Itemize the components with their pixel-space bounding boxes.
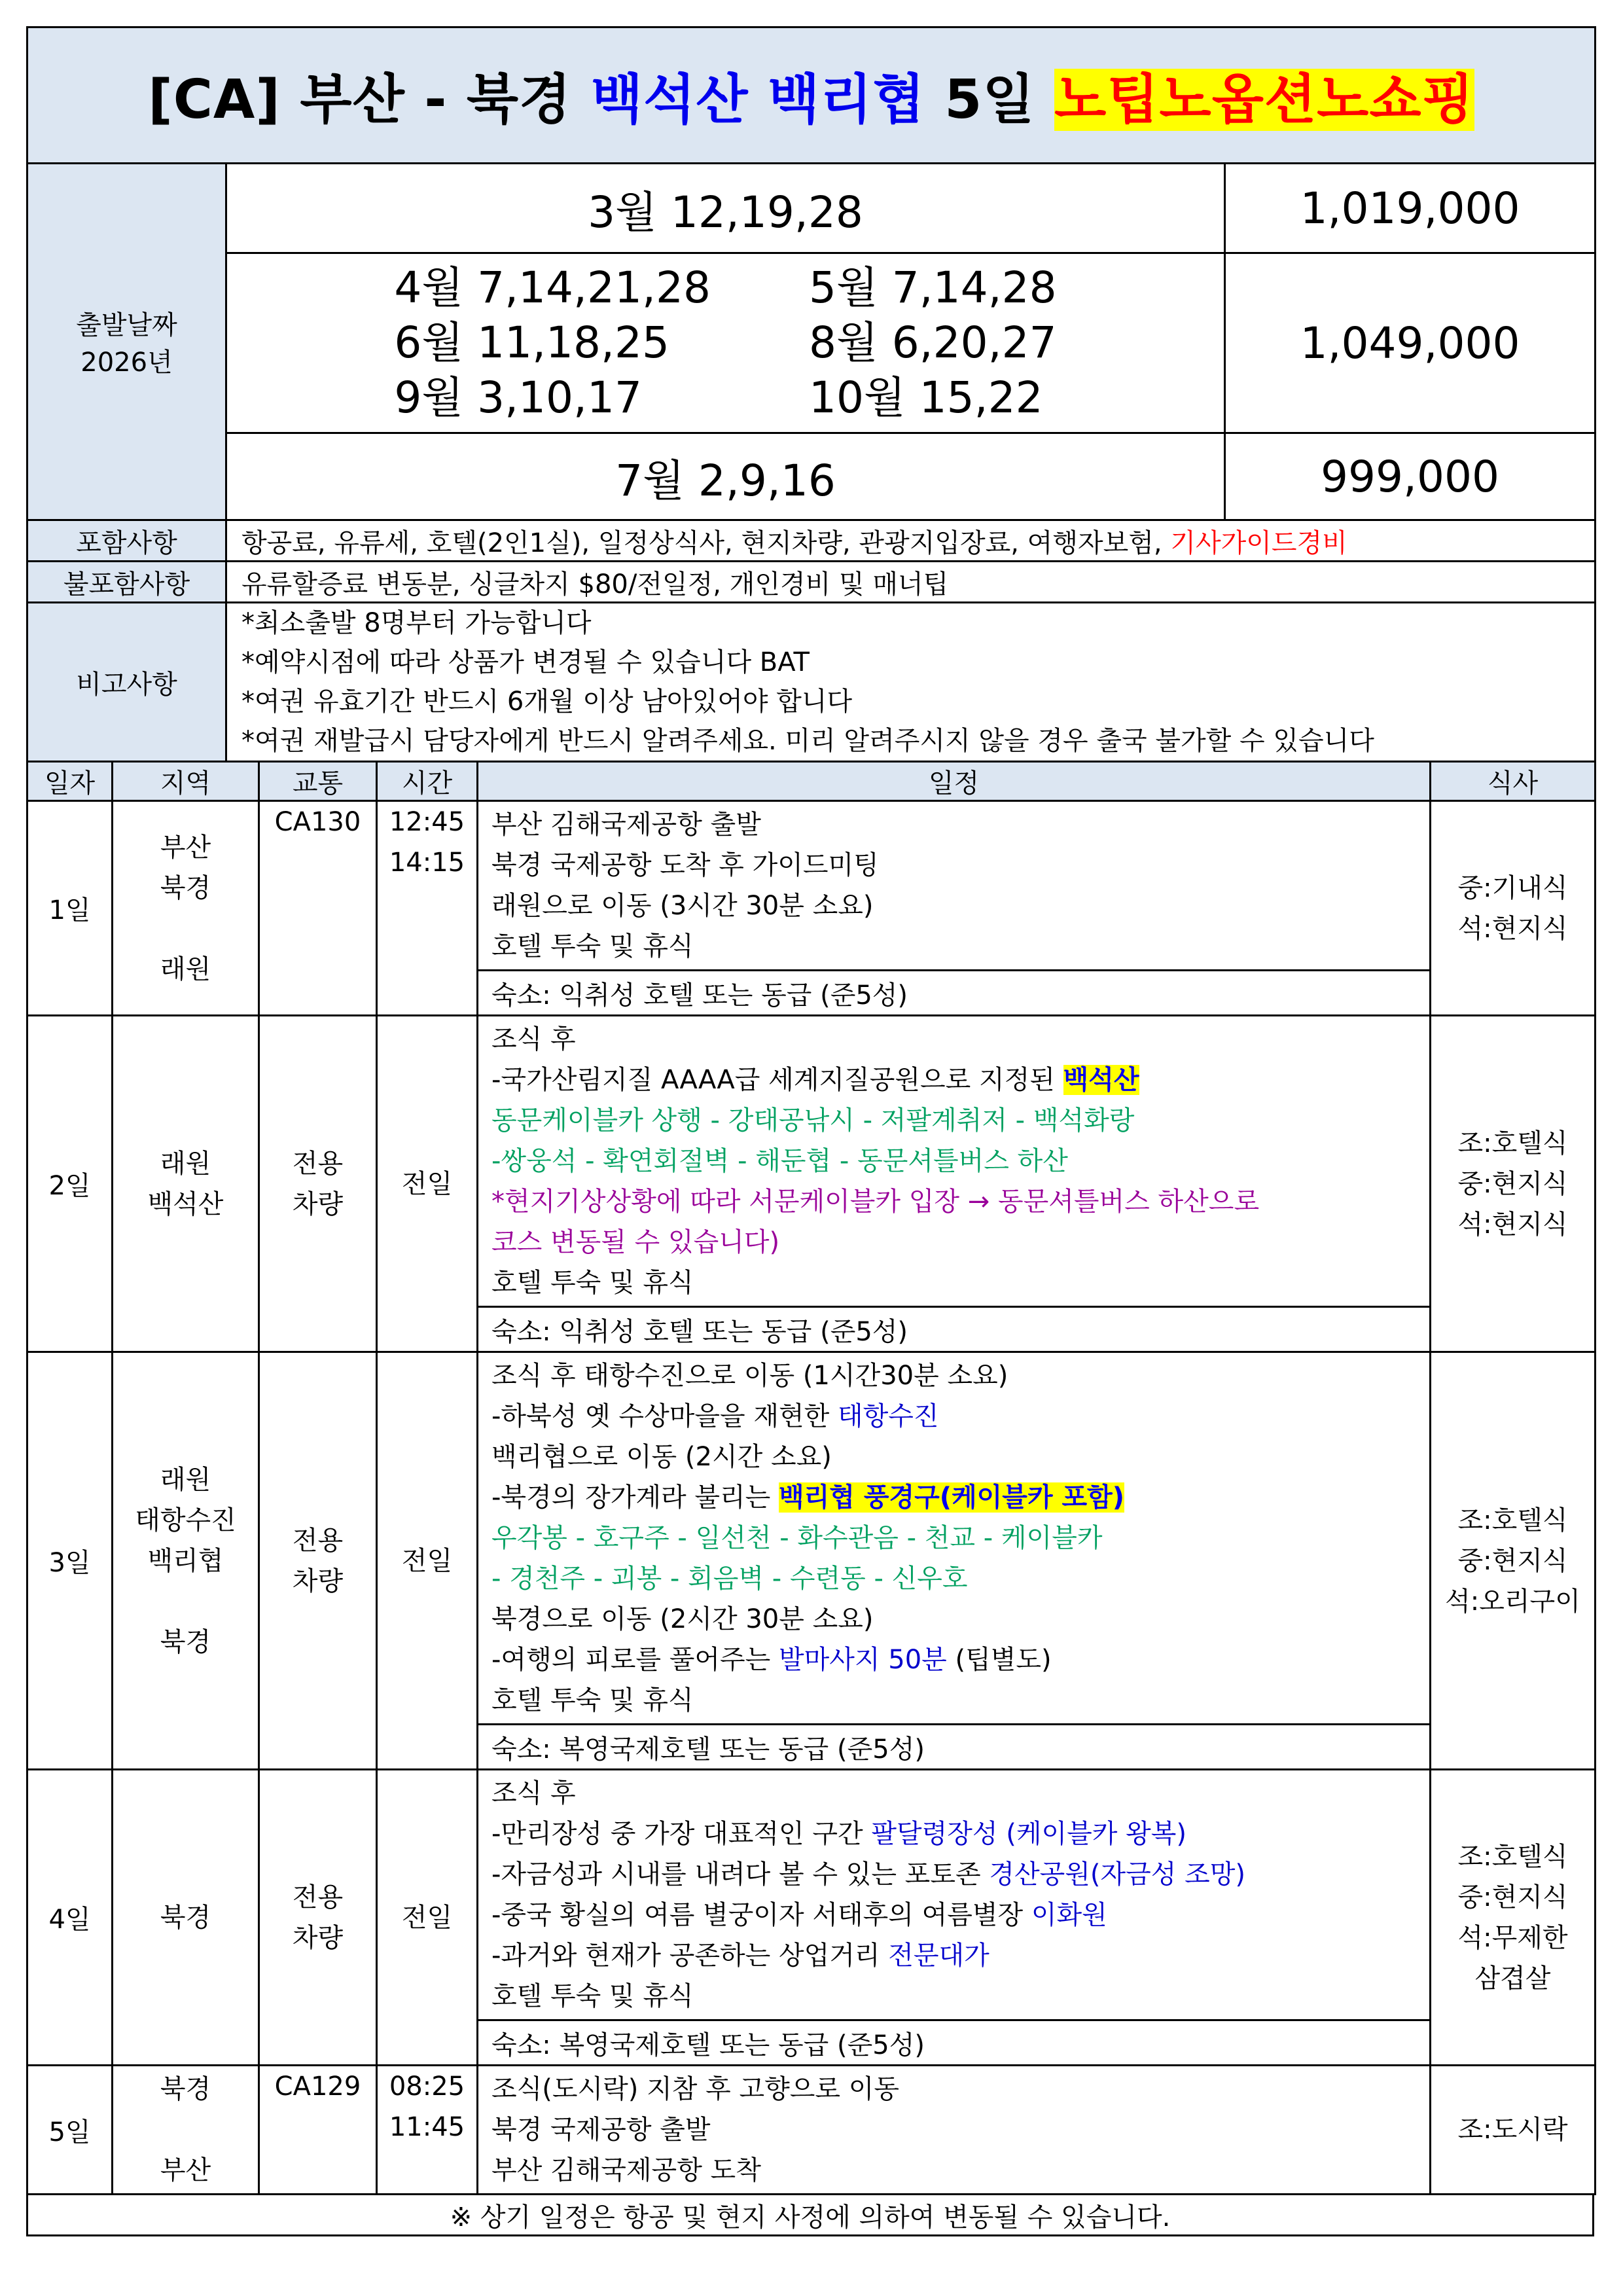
day-meals-line: 중:현지식 bbox=[1457, 1882, 1568, 1912]
itinerary-line bbox=[491, 1976, 1423, 2017]
itinerary-text: -여행의 피로를 풀어주는 bbox=[491, 1645, 779, 1675]
departure-label: 출발날짜 2026년 bbox=[27, 164, 226, 520]
day-time bbox=[377, 1016, 478, 1352]
day-time-line: 전일 bbox=[401, 1168, 453, 1199]
itinerary-line bbox=[491, 1477, 1423, 1518]
itinerary-text: 북경 국제공항 도착 후 가이드미팅 bbox=[491, 850, 879, 880]
day-region-line: 래원 bbox=[160, 1148, 211, 1179]
day-meals-line: 중:현지식 bbox=[1457, 1168, 1568, 1199]
remark-item: *예약시점에 따라 상품가 변경될 수 있습니다 BAT bbox=[241, 647, 810, 677]
itinerary-line bbox=[491, 1935, 1423, 1976]
day-transport bbox=[259, 1016, 377, 1352]
included-highlight: 기사가이드경비 bbox=[1170, 528, 1347, 558]
day-meals-line: 석:현지식 bbox=[1457, 913, 1568, 944]
itinerary-line bbox=[491, 804, 1423, 845]
itinerary-text: -북경의 장가계라 불리는 bbox=[491, 1482, 779, 1513]
header-meals: 식사 bbox=[1431, 762, 1596, 801]
day-meals bbox=[1431, 2066, 1596, 2195]
included-text: 항공료, 유류세, 호텔(2인1실), 일정상식사, 현지차량, 관광지입장료, 여행자보험, 기사가이드경비 bbox=[226, 520, 1596, 562]
day-region-line: 백리협 bbox=[147, 1545, 224, 1576]
itinerary-text: 코스 변동될 수 있습니다) bbox=[491, 1227, 780, 1257]
day-meals-line: 조:호텔식 bbox=[1457, 1128, 1568, 1158]
itinerary-text: 이화원 bbox=[1031, 1900, 1107, 1930]
day-meals-line: 조:도시락 bbox=[1457, 2115, 1568, 2145]
itinerary-text: 조식(도시락) 지참 후 고향으로 이동 bbox=[491, 2074, 900, 2104]
day-time bbox=[377, 1770, 478, 2066]
day-row bbox=[27, 2066, 1596, 2195]
day-region-line: 북경 bbox=[160, 1902, 211, 1933]
itinerary-line bbox=[491, 1355, 1423, 1396]
itinerary-text: 백석산 bbox=[1063, 1065, 1139, 1095]
day-itinerary bbox=[478, 1770, 1431, 2020]
day-number: 2일 bbox=[27, 1016, 113, 1352]
remarks-label: 비고사항 bbox=[27, 603, 226, 762]
day-meals-line: 중:현지식 bbox=[1457, 1545, 1568, 1576]
day-meals bbox=[1431, 1352, 1596, 1770]
day-region-line: 부산 bbox=[160, 832, 211, 863]
day-transport-line: 전용 bbox=[292, 1882, 344, 1912]
itinerary-text: 발마사지 50분 bbox=[778, 1645, 947, 1675]
itinerary-text: 백리협 풍경구(케이블카 포함) bbox=[778, 1482, 1125, 1513]
itinerary-text: -과거와 현재가 공존하는 상업거리 bbox=[491, 1941, 889, 1971]
itinerary-line bbox=[491, 1640, 1423, 1680]
remark-item: *여권 유효기간 반드시 6개월 이상 남아있어야 합니다 bbox=[241, 687, 853, 717]
price-july: 999,000 bbox=[1225, 433, 1596, 520]
day-transport-line: 차량 bbox=[292, 1189, 344, 1219]
excluded-text: 유류할증료 변동분, 싱글차지 $80/전일정, 개인경비 및 매너팁 bbox=[226, 562, 1596, 603]
day-region-line: 북경 bbox=[160, 872, 211, 903]
itinerary-text: 호텔 투숙 및 휴식 bbox=[491, 1268, 694, 1298]
day-time bbox=[377, 2066, 478, 2195]
itinerary-line bbox=[491, 1518, 1423, 1558]
day-transport bbox=[259, 1352, 377, 1770]
title-destination: 백석산 백리협 bbox=[590, 69, 925, 131]
itinerary-line bbox=[491, 1680, 1423, 1721]
itinerary-text: -중국 황실의 여름 별궁이자 서태후의 여름별장 bbox=[491, 1900, 1031, 1930]
day-itinerary bbox=[478, 1016, 1431, 1307]
header-region: 지역 bbox=[113, 762, 259, 801]
itinerary-line bbox=[491, 886, 1423, 926]
itinerary-line bbox=[491, 2109, 1423, 2150]
day-meals bbox=[1431, 801, 1596, 1016]
day-meals-line: 석:무제한 bbox=[1457, 1922, 1568, 1953]
day-region bbox=[113, 1352, 259, 1770]
day-meals bbox=[1431, 1770, 1596, 2066]
day-time-line: 전일 bbox=[401, 1902, 453, 1933]
itinerary-document bbox=[26, 26, 1594, 2236]
day-time bbox=[377, 801, 478, 1016]
day-region bbox=[113, 2066, 259, 2195]
day-region-line: 래원 bbox=[160, 1464, 211, 1495]
day-time-line: 11:45 bbox=[389, 2112, 465, 2142]
itinerary-text: -국가산림지질 AAAA급 세계지질공원으로 지정된 bbox=[491, 1065, 1063, 1095]
day-region-line bbox=[113, 2109, 258, 2150]
schedule-table bbox=[26, 761, 1596, 2195]
itinerary-text: - 경천주 - 괴봉 - 회음벽 - 수련동 - 신우호 bbox=[491, 1564, 968, 1594]
remark-item: *최소출발 8명부터 가능합니다 bbox=[241, 608, 592, 638]
day-row bbox=[27, 1352, 1596, 1725]
itinerary-line bbox=[491, 1599, 1423, 1640]
day-transport-line: CA130 bbox=[274, 807, 361, 837]
itinerary-line bbox=[491, 1141, 1423, 1181]
day-region-line: 북경 bbox=[160, 2074, 211, 2104]
day-region bbox=[113, 1770, 259, 2066]
itinerary-line bbox=[491, 1019, 1423, 1060]
itinerary-line bbox=[491, 1100, 1423, 1141]
itinerary-text: 조식 후 태항수진으로 이동 (1시간30분 소요) bbox=[491, 1361, 1008, 1391]
day-region-line: 북경 bbox=[160, 1626, 211, 1657]
departure-dates-march: 3월 12,19,28 bbox=[226, 164, 1225, 253]
itinerary-line bbox=[491, 2069, 1423, 2109]
day-region-line: 태항수진 bbox=[135, 1505, 236, 1535]
day-region bbox=[113, 801, 259, 1016]
itinerary-text: 백리협으로 이동 (2시간 소요) bbox=[491, 1442, 832, 1472]
header-day: 일자 bbox=[27, 762, 113, 801]
day-meals-line: 석:오리구이 bbox=[1445, 1586, 1580, 1617]
day-row bbox=[27, 1016, 1596, 1307]
itinerary-text: -쌍웅석 - 확연회절벽 - 해둔협 - 동문셔틀버스 하산 bbox=[491, 1146, 1068, 1176]
day-meals-line: 조:호텔식 bbox=[1457, 1505, 1568, 1535]
header-time: 시간 bbox=[377, 762, 478, 801]
itinerary-line bbox=[491, 1396, 1423, 1437]
day-time bbox=[377, 1352, 478, 1770]
day-transport-line: 전용 bbox=[292, 1148, 344, 1179]
day-meals bbox=[1431, 1016, 1596, 1352]
itinerary-line bbox=[491, 1263, 1423, 1303]
day-number: 4일 bbox=[27, 1770, 113, 2066]
day-region-line: 백석산 bbox=[147, 1189, 224, 1219]
itinerary-line bbox=[491, 2150, 1423, 2191]
itinerary-text: 전문대가 bbox=[888, 1941, 990, 1971]
day-number: 5일 bbox=[27, 2066, 113, 2195]
day-transport-line: 차량 bbox=[292, 1566, 344, 1596]
day-transport-line: CA129 bbox=[274, 2072, 361, 2102]
title-duration: 5일 bbox=[925, 69, 1055, 131]
day-region-line: 래원 bbox=[160, 954, 211, 984]
title-prefix: [CA] 부산 - 북경 bbox=[148, 69, 591, 131]
day-hotel: 숙소: 익취성 호텔 또는 동급 (준5성) bbox=[478, 971, 1431, 1016]
document-title bbox=[27, 27, 1596, 164]
itinerary-text: 호텔 투숙 및 휴식 bbox=[491, 1685, 694, 1715]
day-row bbox=[27, 1770, 1596, 2020]
day-region bbox=[113, 1016, 259, 1352]
title-badge: 노팁노옵션노쇼핑 bbox=[1054, 69, 1474, 131]
itinerary-text: 래원으로 이동 (3시간 30분 소요) bbox=[491, 891, 874, 921]
day-number: 3일 bbox=[27, 1352, 113, 1770]
schedule-header bbox=[27, 762, 1596, 801]
itinerary-text: (팁별도) bbox=[946, 1645, 1052, 1675]
day-region-line bbox=[113, 1581, 258, 1622]
day-itinerary bbox=[478, 1352, 1431, 1725]
day-hotel: 숙소: 익취성 호텔 또는 동급 (준5성) bbox=[478, 1307, 1431, 1352]
itinerary-text: -하북성 옛 수상마을을 재현한 bbox=[491, 1401, 838, 1431]
itinerary-text: 동문케이블카 상행 - 강태공낚시 - 저팔계취저 - 백석화랑 bbox=[491, 1105, 1135, 1136]
day-transport bbox=[259, 2066, 377, 2195]
footer-note: ※ 상기 일정은 항공 및 현지 사정에 의하여 변동될 수 있습니다. bbox=[27, 2195, 1594, 2236]
itinerary-text: 태항수진 bbox=[837, 1401, 939, 1431]
day-time-line: 전일 bbox=[401, 1545, 453, 1576]
day-time-line: 14:15 bbox=[389, 848, 465, 878]
itinerary-line bbox=[491, 1222, 1423, 1263]
day-itinerary bbox=[478, 2066, 1431, 2195]
itinerary-text: 조식 후 bbox=[491, 1778, 576, 1808]
day-time-line: 08:25 bbox=[389, 2072, 465, 2102]
itinerary-text: 부산 김해국제공항 출발 bbox=[491, 810, 761, 840]
day-number: 1일 bbox=[27, 801, 113, 1016]
itinerary-text: 팔달령장성 (케이블카 왕복) bbox=[871, 1819, 1187, 1849]
day-hotel: 숙소: 복영국제호텔 또는 동급 (준5성) bbox=[478, 2020, 1431, 2066]
day-transport-line: 차량 bbox=[292, 1922, 344, 1953]
itinerary-text: 북경으로 이동 (2시간 30분 소요) bbox=[491, 1604, 874, 1634]
day-hotel: 숙소: 복영국제호텔 또는 동급 (준5성) bbox=[478, 1725, 1431, 1770]
itinerary-text: 호텔 투숙 및 휴식 bbox=[491, 1981, 694, 2011]
itinerary-text: -자금성과 시내를 내려다 볼 수 있는 포토존 bbox=[491, 1859, 990, 1890]
itinerary-line bbox=[491, 1060, 1423, 1100]
itinerary-text: 북경 국제공항 출발 bbox=[491, 2115, 711, 2145]
itinerary-text: 호텔 투숙 및 휴식 bbox=[491, 931, 694, 961]
day-time-line: 12:45 bbox=[389, 807, 465, 837]
itinerary-line bbox=[491, 1558, 1423, 1599]
footer-table bbox=[26, 2193, 1594, 2236]
itinerary-text: -만리장성 중 가장 대표적인 구간 bbox=[491, 1819, 872, 1849]
day-itinerary bbox=[478, 801, 1431, 971]
itinerary-line bbox=[491, 845, 1423, 886]
price-march: 1,019,000 bbox=[1225, 164, 1596, 253]
day-region-line bbox=[113, 908, 258, 949]
itinerary-line bbox=[491, 1773, 1423, 1814]
excluded-label: 불포함사항 bbox=[27, 562, 226, 603]
header-itinerary: 일정 bbox=[478, 762, 1431, 801]
day-meals-line: 조:호텔식 bbox=[1457, 1841, 1568, 1872]
remark-item: *여권 재발급시 담당자에게 반드시 알려주세요. 미리 알려주시지 않을 경우 출국 불가할 수 있습니다 bbox=[241, 726, 1374, 756]
day-transport bbox=[259, 801, 377, 1016]
itinerary-text: 부산 김해국제공항 도착 bbox=[491, 2155, 761, 2185]
itinerary-line bbox=[491, 1437, 1423, 1477]
day-meals-line: 석:현지식 bbox=[1457, 1209, 1568, 1240]
itinerary-text: 조식 후 bbox=[491, 1024, 576, 1054]
itinerary-line bbox=[491, 1814, 1423, 1854]
header-transport: 교통 bbox=[259, 762, 377, 801]
itinerary-line bbox=[491, 1895, 1423, 1935]
remarks-list bbox=[226, 603, 1596, 762]
departure-dates-group: 4월 7,14,21,28 5월 7,14,28 6월 11,18,25 8월 6,20,27 9월 3,10,17 10월 15,22 bbox=[226, 253, 1225, 433]
included-label: 포함사항 bbox=[27, 520, 226, 562]
itinerary-text: *현지기상상황에 따라 서문케이블카 입장 → 동문셔틀버스 하산으로 bbox=[491, 1187, 1260, 1217]
day-region-line: 부산 bbox=[160, 2155, 211, 2185]
itinerary-line bbox=[491, 926, 1423, 967]
price-group: 1,049,000 bbox=[1225, 253, 1596, 433]
day-meals-line: 중:기내식 bbox=[1457, 872, 1568, 903]
summary-table bbox=[26, 26, 1596, 762]
day-transport bbox=[259, 1770, 377, 2066]
day-meals-line: 삼겹살 bbox=[1474, 1963, 1551, 1994]
itinerary-text: 우각봉 - 호구주 - 일선천 - 화수관음 - 천교 - 케이블카 bbox=[491, 1523, 1103, 1553]
itinerary-line bbox=[491, 1181, 1423, 1222]
day-transport-line: 전용 bbox=[292, 1525, 344, 1556]
day-row bbox=[27, 801, 1596, 971]
departure-dates-july: 7월 2,9,16 bbox=[226, 433, 1225, 520]
itinerary-line bbox=[491, 1854, 1423, 1895]
itinerary-text: 경산공원(자금성 조망) bbox=[989, 1859, 1246, 1890]
